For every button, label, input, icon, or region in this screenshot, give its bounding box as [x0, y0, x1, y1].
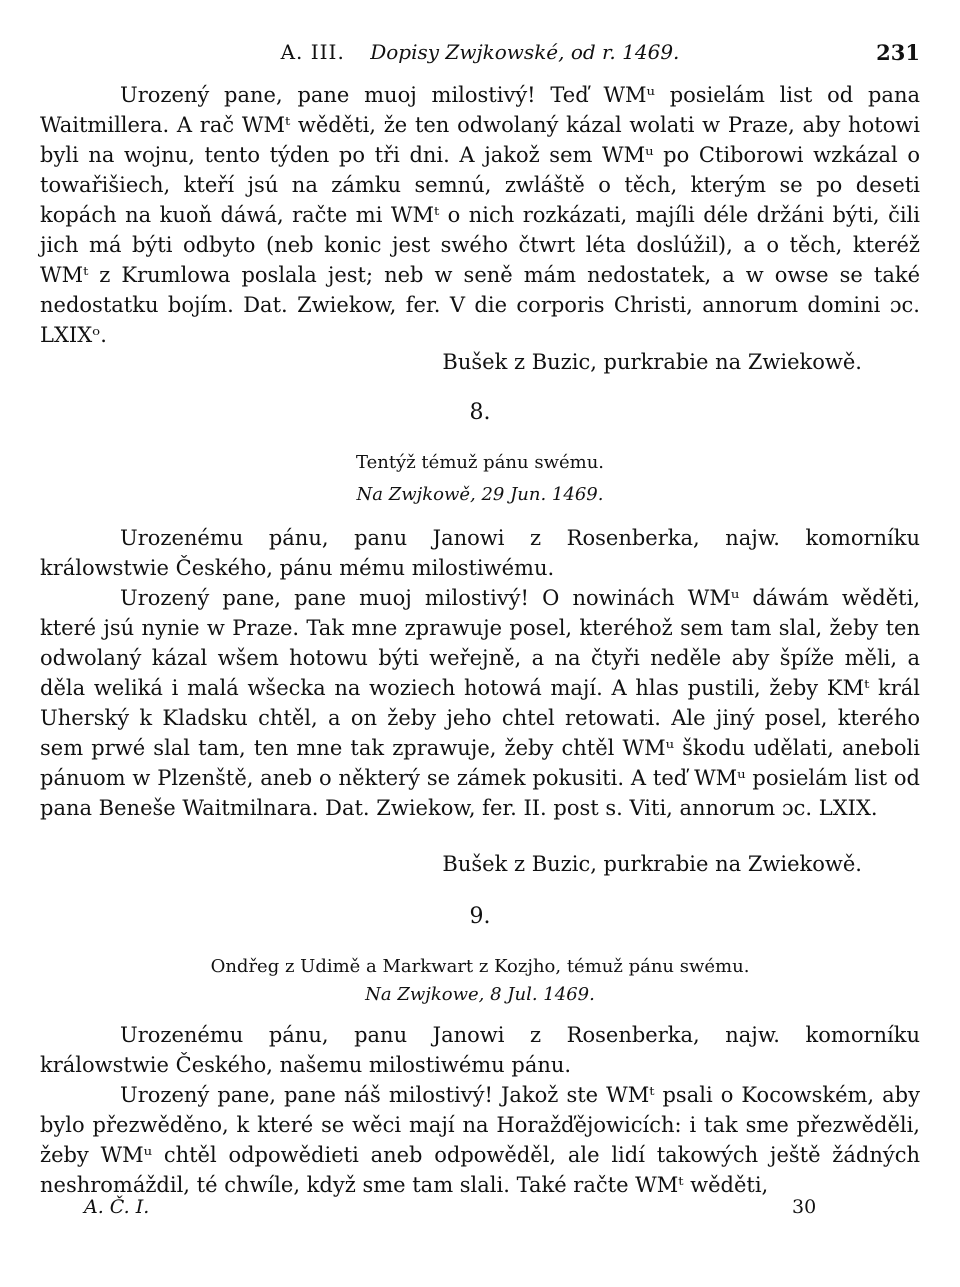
letter-8-heading: Tentýž témuž pánu swému.	[355, 452, 605, 473]
letter-8	[40, 523, 920, 823]
continuation-paragraph: Urozený pane, pane muoj milostivý! Teď WMᵘ posielám list od pana Waitmillera. A rač WMᵗ wěděti, že ten odwolaný kázal wolati w Praze, aby hotowi byli na wojnu, tento týden po tři dni. A jakož sem WMᵘ po Ctiborowi wzkázal o towařišiech, kteří jsú na zámku semnú, zwláště o těch, kterým se po deseti kopách na kuoň dáwá, račte mi WMᵗ o nich rozkázati, majíli déle držáni býti, čili jich má býti odbyto (neb konic jest swého čtwrt léta doslúžil), a o těch, kteréž WMᵗ z Krumlowa poslala jest; neb w seně mám nedostatek, a w owse se také nedostatku bojím. Dat. Zwiekow, fer. V die corporis Christi, annorum domini ɔc. LXIXᵒ.	[40, 83, 920, 347]
letter-9-body: Urozený pane, pane náš milostivý! Jakož ste WMᵗ psali o Kocowském, aby bylo přezwěděno, k které se wěci mají na Horažďějowicích: i tak sme přezwěděli, žeby WMᵘ chtěl odpowědieti aneb odpowěděl, ale lidí takowých ještě žádných neshromáždil, té chwíle, když sme tam slali. Také račte WMᵗ wěděti,	[40, 1083, 920, 1197]
running-header	[40, 40, 920, 68]
letter-8-body: Urozený pane, pane muoj milostivý! O nowinách WMᵘ dáwám wěděti, které jsú nynie w Praze. Tak mne zprawuje posel, kteréhož sem tam slal, žeby ten odwolaný kázal wšem hotowu býti weřejně, a na čtyři neděle aby špíže měli, a děla weliká i malá wšecka na woziech hotowá mají. A hlas pustili, žeby KMᵗ král Uherský k Kladsku chtěl, a on žeby jeho chtel retowati. Ale jiný posel, kterého sem prwé slal tam, ten mne tak zprawuje, žeby chtěl WMᵘ škodu udělati, aneboli pánuom w Plzenště, aneb o některý se zámek pokusiti. A teď WMᵘ posielám list od pana Beneše Waitmilnara. Dat. Zwiekow, fer. II. post s. Viti, annorum ɔc. LXIX.	[40, 586, 920, 820]
document-page	[40, 0, 920, 1287]
letter-9-number: 9.	[469, 904, 491, 929]
sheet-number: 30	[792, 1196, 817, 1218]
letter-9-address: Urozenému pánu, panu Janowi z Rosenberka, najw. komorníku králowstwie Českého, našemu milostiwému pánu.	[40, 1023, 920, 1077]
page-number: 231	[876, 40, 920, 65]
letter-9	[40, 1020, 920, 1200]
letter-9-place-date: Na Zwjkowe, 8 Jul. 1469.	[365, 984, 595, 1005]
continuation-letter	[40, 80, 920, 350]
header-center	[40, 40, 920, 64]
header-series: A. III.	[280, 40, 345, 64]
signature-mark: A. Č. I.	[84, 1196, 150, 1218]
continuation-signature: Bušek z Buzic, purkrabie na Zwiekowě.	[442, 350, 862, 374]
letter-8-place-date: Na Zwjkowě, 29 Jun. 1469.	[356, 484, 604, 505]
letter-8-address: Urozenému pánu, panu Janowi z Rosenberka, najw. komorníku králowstwie Českého, pánu mému milostiwému.	[40, 526, 920, 580]
header-title: Dopisy Zwjkowské, od r. 1469.	[370, 40, 680, 64]
letter-9-heading: Ondřeg z Udimě a Markwart z Kozjho, témuž pánu swému.	[210, 956, 750, 977]
letter-8-signature: Bušek z Buzic, purkrabie na Zwiekowě.	[442, 852, 862, 876]
letter-8-number: 8.	[469, 400, 491, 425]
